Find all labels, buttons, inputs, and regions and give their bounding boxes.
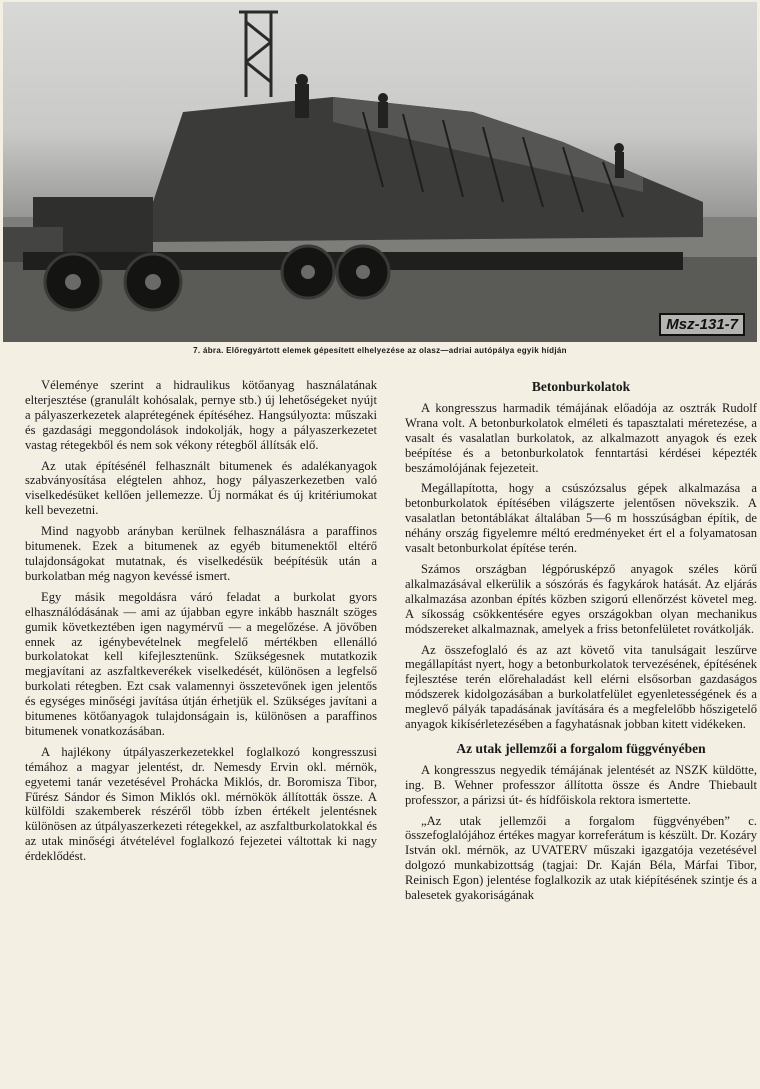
paragraph: A kongresszus harmadik témájának előadója az osztrák Rudolf Wrana volt. A betonburkolatok elméleti és tapasztalati méretezése, a vasalt és vasalatlan burkolatok, az alkalmazott anyagok és ezek beépítése és a betonburkolatok fenntartási kérdései képezték beszámolójának fejezeteit.	[405, 400, 757, 475]
paragraph: Számos országban légpórusképző anyagok széles körű alkalmazásával elkerülik a sószórás és fagykárok hatását. Az eljárás alkalmazása azonban építés közben szigorú ellenőrzést követel meg. A síkosság csökkentésére egyes országokban olyan mechanikus módszereket alkalmaznak, amelyek a friss betonfelületet rovátkolják.	[405, 561, 757, 636]
bridge-construction-photo	[3, 2, 757, 342]
figure-reference-stamp: Msz-131-7	[659, 313, 745, 336]
paragraph: A kongresszus negyedik témájának jelentését az NSZK küldötte, ing. B. Wehner professzor állította össze és Andre Thiebault professzor, a párizsi út- és hídfőiskola rektora ismertette.	[405, 762, 757, 807]
figure-caption: 7. ábra. Előregyártott elemek gépesített elhelyezése az olasz—adriai autópálya egyik hídján	[193, 346, 567, 355]
paragraph: Egy másik megoldásra váró feladat a burkolat gyors elhasználódásának — ami az újabban egyre inkább használt szöges gumik következtében igen nagymérvű — a megelőzése. A jövőben ennek az igénybevételnek megfelelő mértékben ellenálló burkolatokat kell kifejlesztenünk. Szükségesnek mutatkozik megjavítani az aszfaltkeverékek viselkedését, különösen a legfelső burkolati rétegben. Ezt csak valamennyi összetevőnek igen jelentős és egységes minőségi javítása útján érhetjük el. Szükséges javítani a bitumenes kötőanyagok tulajdonságain is, különösen a paraffinos bitumenek vonatkozásában.	[25, 589, 377, 738]
paragraph: Az utak építésénél felhasznált bitumenek és adalékanyagok szabványosítása elégtelen ahhoz, hogy pályaszerkezetben való viselkedésüket kellően jellemezze. Új normákat és új kritériumokat kell bevezetni.	[25, 458, 377, 518]
section-heading-betonburkolatok: Betonburkolatok	[531, 379, 631, 394]
paragraph: Az összefoglaló és az azt követő vita tanulságait leszűrve megállapítást nyert, hogy a betonburkolatok tervezésének, építésének fejlesztése terén előrehaladást kell elérni elsősorban gazdaságos módszerek kidolgozásában a burkolatfelület egyenletességének és a meglevő pályák tapadásának javítására és a megfelelőbb hőszigetelő anyagok kikísérletezésében a fagyhatásnak jobban kitett vidékeken.	[405, 642, 757, 732]
section-heading-utak-jellemzoi: Az utak jellemzői a forgalom függvényében	[456, 740, 706, 756]
paragraph: A hajlékony útpályaszerkezetekkel foglalkozó kongresszusi témához a magyar jelentést, dr. Nemesdy Ervin okl. mérnök, egyetemi tanár vezetésével Prohácka Miklós, dr. Boromisza Tibor, Fűrész Sándor és Simon Miklós okl. mérnökök állították össze. A külföldi szakemberek részéről több ízben értékelt jelentésnek különösen az útpályaszerkezeti rétegekkel, az aszfaltburkolatokkal és az utak minőségi átvételével foglalkozó fejezetei váltottak ki nagy érdeklődést.	[25, 744, 377, 864]
paragraph: Véleménye szerint a hidraulikus kötőanyag használatának elterjesztése (granulált kohósalak, pernye stb.) új lehetőségeket nyújt a pályaszerkezetek alaprétegének építéséhez. Hangsúlyozta: műszaki és gazdasági meggondolások indokolják, hogy a pályaszerkezetet vastag rétegekből és nem sok vékony rétegből állítsák elő.	[25, 378, 377, 452]
paragraph: „Az utak jellemzői a forgalom függvényében” c. összefoglalójához értékes magyar korreferátum is készült. Dr. Kozáry István okl. mérnök, az UVATERV műszaki igazgatója vezetésével dolgozó munkabizottság (tagjai: Dr. Kaján Béla, Márfai Tibor, Reinisch Egon) jelentése foglalkozik az utak kiépítésének szintje és a balesetek gyakoriságának	[405, 813, 757, 903]
right-column	[405, 378, 757, 903]
paragraph: Megállapította, hogy a csúszózsalus gépek alkalmazása a betonburkolatok építésében világszerte jelentősen növekszik. A vasalatlan betontáblákat általában 5—6 m hosszúságban építik, de néhány ország figyelemre méltó eredményeket ért el a folyamatosan vasalt betonburkolat építése terén.	[405, 481, 757, 556]
paragraph: Mind nagyobb arányban kerülnek felhasználásra a paraffinos bitumenek. Ezek a bitumenek az egyéb bitumenektől eltérő tulajdonságokat mutatnak, és viselkedésük beépítésük után a burkolatban még nagyon kevéssé ismert.	[25, 524, 377, 583]
photo-scene	[3, 2, 757, 342]
left-column	[25, 378, 377, 864]
